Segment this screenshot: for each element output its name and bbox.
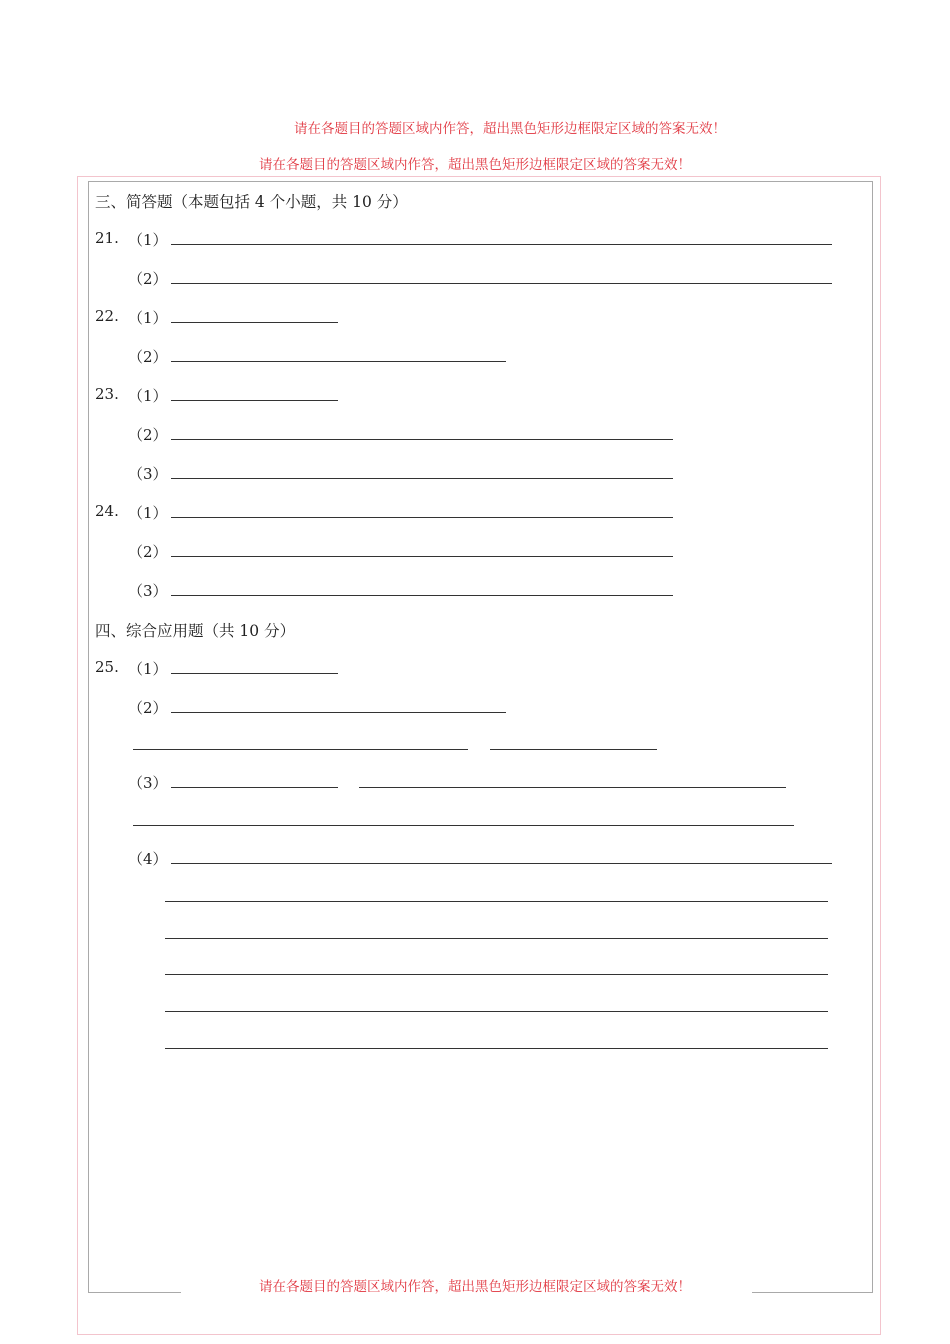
q25-part-2-answer-line-2a[interactable]: [133, 749, 468, 750]
q25-part-4-label: （4）: [128, 850, 168, 868]
q25-part-4-answer-line-5[interactable]: [165, 1011, 828, 1012]
q22-part-1-label: （1）: [128, 309, 168, 327]
q25-part-4-answer-line-6[interactable]: [165, 1048, 828, 1049]
question-23-number: 23.: [95, 385, 119, 403]
q25-part-4-answer-line-4[interactable]: [165, 974, 828, 975]
warning-top-2: 请在各题目的答题区域内作答，超出黑色矩形边框限定区域的答案无效！: [259, 157, 691, 173]
question-25-number: 25.: [95, 658, 119, 676]
q21-part-1-answer-line[interactable]: [171, 244, 832, 245]
warning-top-1: 请在各题目的答题区域内作答，超出黑色矩形边框限定区域的答案无效！: [294, 121, 726, 137]
q25-part-3-answer-line-b[interactable]: [359, 787, 786, 788]
answer-region-frame: [88, 181, 873, 1293]
q23-part-3-answer-line[interactable]: [171, 478, 673, 479]
q21-part-2-answer-line[interactable]: [171, 283, 832, 284]
warning-bottom: 请在各题目的答题区域内作答，超出黑色矩形边框限定区域的答案无效！: [259, 1279, 691, 1295]
q24-part-1-answer-line[interactable]: [171, 517, 673, 518]
q25-part-1-answer-line[interactable]: [171, 673, 338, 674]
section-3-title: 三、简答题（本题包括 4 个小题，共 10 分）: [95, 193, 408, 211]
q25-part-2-answer-line[interactable]: [171, 712, 506, 713]
q23-part-3-label: （3）: [128, 465, 168, 483]
q21-part-2-label: （2）: [128, 270, 168, 288]
q24-part-2-answer-line[interactable]: [171, 556, 673, 557]
question-21-number: 21.: [95, 229, 119, 247]
q25-part-2-answer-line-2b[interactable]: [490, 749, 657, 750]
q25-part-2-label: （2）: [128, 699, 168, 717]
q25-part-3-answer-line-a[interactable]: [171, 787, 338, 788]
q25-part-4-answer-line-2[interactable]: [165, 901, 828, 902]
q21-part-1-label: （1）: [128, 231, 168, 249]
q23-part-2-label: （2）: [128, 426, 168, 444]
q23-part-1-label: （1）: [128, 387, 168, 405]
q24-part-3-answer-line[interactable]: [171, 595, 673, 596]
question-22-number: 22.: [95, 307, 119, 325]
q25-part-3-answer-line-2[interactable]: [133, 825, 794, 826]
q22-part-2-answer-line[interactable]: [171, 361, 506, 362]
q25-part-4-answer-line-3[interactable]: [165, 938, 828, 939]
q25-part-1-label: （1）: [128, 660, 168, 678]
q24-part-2-label: （2）: [128, 543, 168, 561]
q22-part-1-answer-line[interactable]: [171, 322, 338, 323]
q23-part-2-answer-line[interactable]: [171, 439, 673, 440]
q23-part-1-answer-line[interactable]: [171, 400, 338, 401]
question-24-number: 24.: [95, 502, 119, 520]
q24-part-1-label: （1）: [128, 504, 168, 522]
q25-part-3-label: （3）: [128, 774, 168, 792]
section-4-title: 四、综合应用题（共 10 分）: [95, 622, 296, 640]
q25-part-4-answer-line[interactable]: [171, 863, 832, 864]
q22-part-2-label: （2）: [128, 348, 168, 366]
q24-part-3-label: （3）: [128, 582, 168, 600]
